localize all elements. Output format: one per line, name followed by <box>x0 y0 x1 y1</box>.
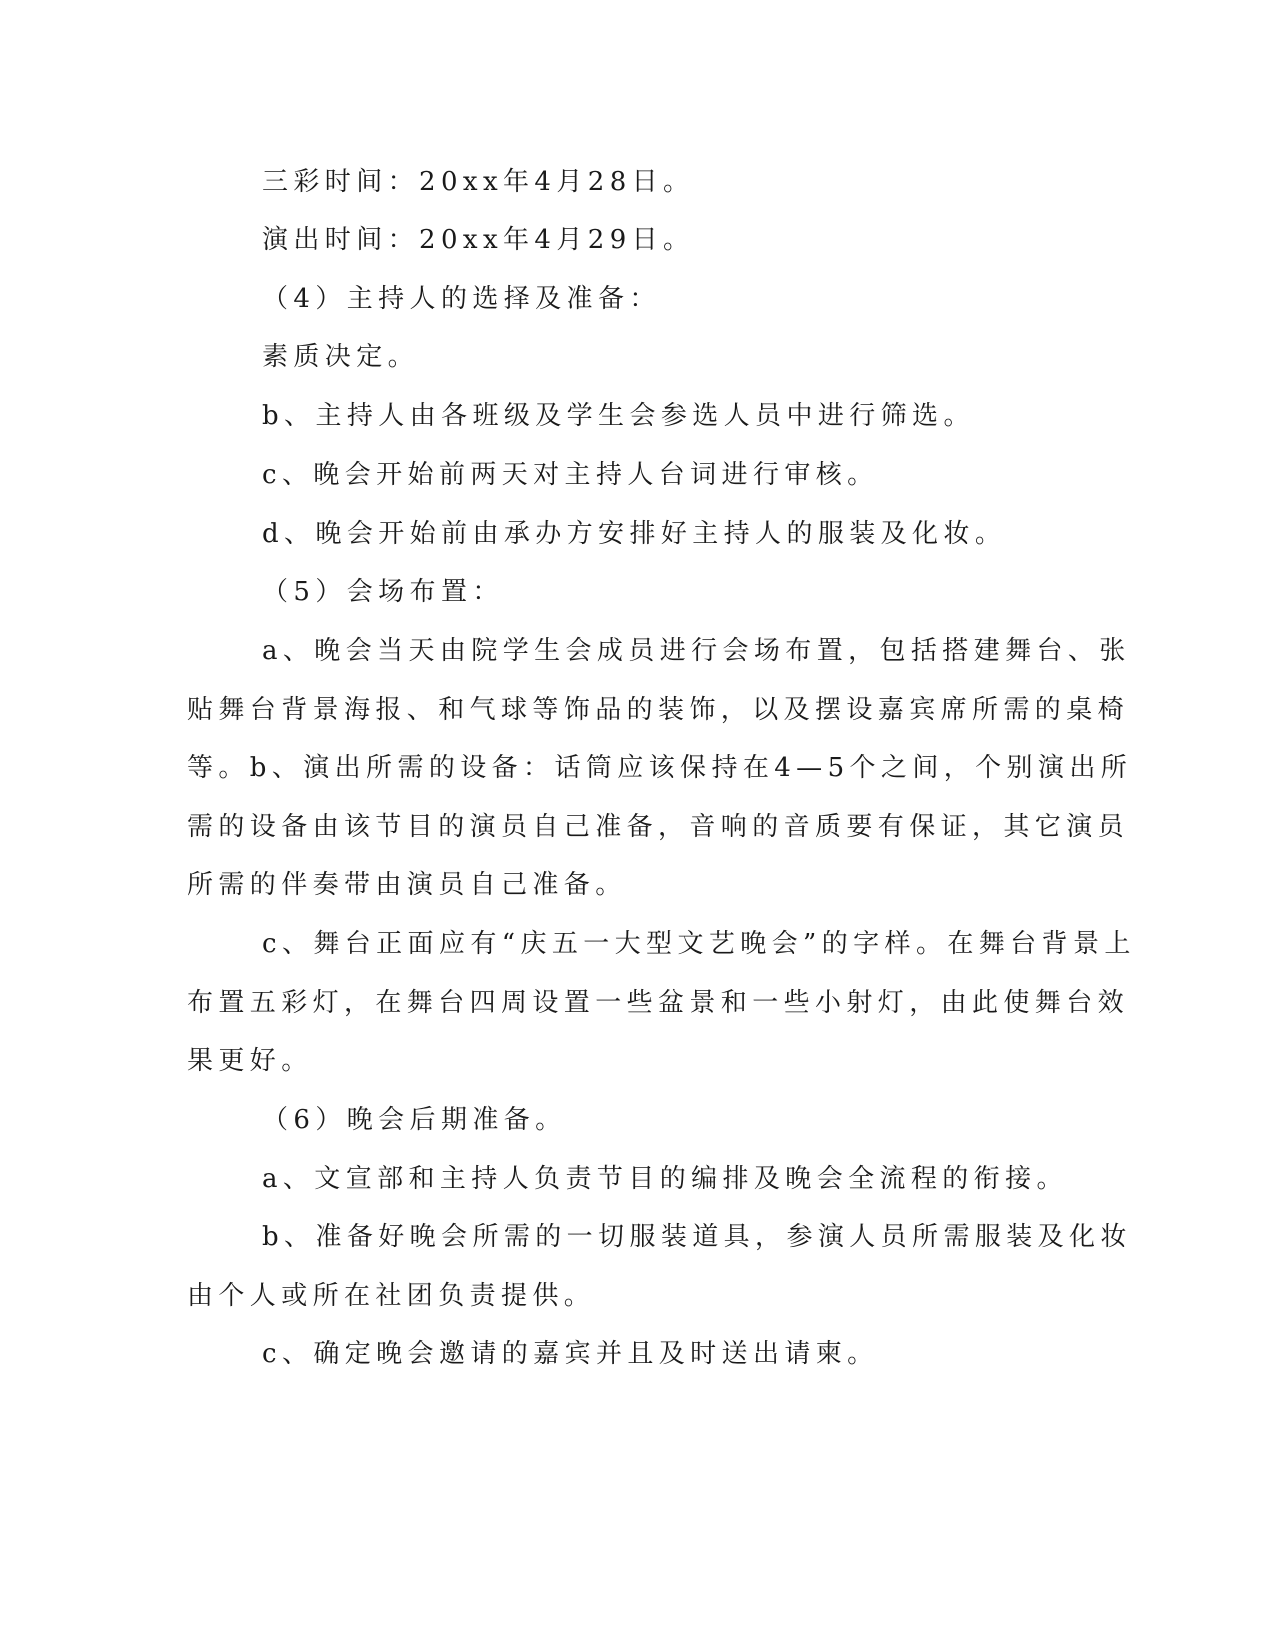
text-line: a、晚会当天由院学生会成员进行会场布置，包括搭建舞台、张 <box>262 636 1131 666</box>
text-line: a、文宣部和主持人负责节目的编排及晚会全流程的衔接。 <box>262 1164 1068 1194</box>
text-line: 果更好。 <box>187 1046 313 1076</box>
text-line: 由个人或所在社团负责提供。 <box>187 1281 596 1311</box>
text-line: 演出时间：20xx年4月29日。 <box>262 225 695 255</box>
text-line: d、晚会开始前由承办方安排好主持人的服装及化妆。 <box>262 519 1007 549</box>
text-line: 素质决定。 <box>262 342 420 372</box>
text-line: 需的设备由该节目的演员自己准备，音响的音质要有保证，其它演员 <box>187 812 1130 842</box>
text-line: c、晚会开始前两天对主持人台词进行审核。 <box>262 460 879 490</box>
text-line: 所需的伴奏带由演员自己准备。 <box>187 870 627 900</box>
text-line: 等。b、演出所需的设备：话筒应该保持在4—5个之间，个别演出所 <box>187 753 1133 783</box>
text-line: 布置五彩灯，在舞台四周设置一些盆景和一些小射灯，由此使舞台效 <box>187 988 1130 1018</box>
text-line: 三彩时间：20xx年4月28日。 <box>262 167 695 197</box>
text-line: 贴舞台背景海报、和气球等饰品的装饰，以及摆设嘉宾席所需的桌椅 <box>187 695 1130 725</box>
text-line: c、确定晚会邀请的嘉宾并且及时送出请柬。 <box>262 1339 879 1369</box>
text-line: b、准备好晚会所需的一切服装道具，参演人员所需服装及化妆 <box>262 1222 1132 1252</box>
text-line: c、舞台正面应有“庆五一大型文艺晚会”的字样。在舞台背景上 <box>262 929 1136 959</box>
section-heading: （6）晚会后期准备。 <box>262 1105 567 1135</box>
section-heading: （4）主持人的选择及准备： <box>262 284 661 314</box>
text-line: b、主持人由各班级及学生会参选人员中进行筛选。 <box>262 401 975 431</box>
section-heading: （5）会场布置： <box>262 577 504 607</box>
